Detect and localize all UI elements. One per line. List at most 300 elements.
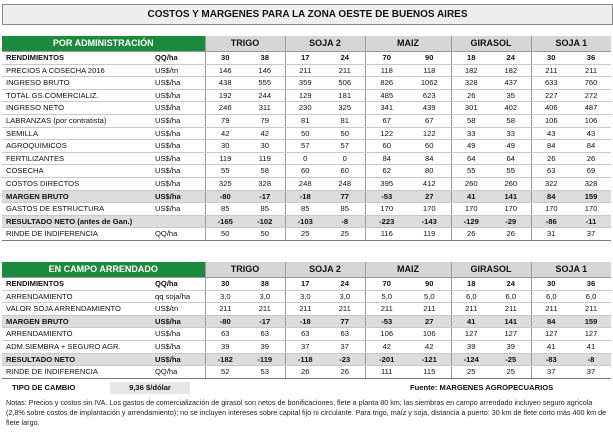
value-cell: 485 — [365, 89, 408, 102]
value-cell: 60 — [325, 165, 365, 178]
row-unit: US$/tn — [152, 64, 205, 77]
value-cell: 37 — [325, 340, 365, 353]
value-cell: 248 — [325, 177, 365, 190]
value-cell: 41 — [451, 190, 491, 203]
crop-header: MAIZ — [365, 36, 451, 52]
section-title: EN CAMPO ARRENDADO — [2, 262, 205, 278]
value-cell: 211 — [325, 64, 365, 77]
row-unit: US$/ha — [152, 114, 205, 127]
campo-table — [2, 262, 611, 379]
value-cell: 17 — [285, 278, 325, 291]
value-cell: 328 — [245, 177, 285, 190]
value-cell: 211 — [365, 303, 408, 316]
row-unit: US$/ha — [152, 89, 205, 102]
value-cell: 127 — [571, 328, 611, 341]
value-cell: 3,0 — [325, 290, 365, 303]
value-cell: 25 — [285, 228, 325, 241]
value-cell: 311 — [245, 102, 285, 115]
value-cell: 30 — [205, 52, 245, 65]
value-cell: 39 — [451, 340, 491, 353]
value-cell: 159 — [571, 190, 611, 203]
value-cell: 5,0 — [408, 290, 451, 303]
value-cell: 79 — [205, 114, 245, 127]
value-cell: 6,0 — [491, 290, 531, 303]
table-row — [2, 340, 611, 353]
value-cell: -53 — [365, 190, 408, 203]
value-cell: 0 — [325, 152, 365, 165]
table-row — [2, 228, 611, 241]
value-cell: 227 — [531, 89, 571, 102]
value-cell: 328 — [451, 77, 491, 90]
value-cell: 24 — [325, 52, 365, 65]
value-cell: 129 — [285, 89, 325, 102]
row-label: ARRENDAMIENTO — [2, 290, 152, 303]
value-cell: 6,0 — [451, 290, 491, 303]
value-cell: 30 — [205, 140, 245, 153]
value-cell: 52 — [205, 366, 245, 379]
row-unit: QQ/ha — [152, 228, 205, 241]
value-cell: -17 — [245, 315, 285, 328]
value-cell: 141 — [491, 315, 531, 328]
value-cell: 50 — [285, 127, 325, 140]
value-cell: 84 — [531, 140, 571, 153]
row-unit: US$/ha — [152, 140, 205, 153]
row-unit: US$/ha — [152, 190, 205, 203]
value-cell: 42 — [245, 127, 285, 140]
value-cell: 41 — [571, 340, 611, 353]
value-cell: 43 — [531, 127, 571, 140]
value-cell: -83 — [531, 353, 571, 366]
crop-header: SOJA 2 — [285, 262, 365, 278]
value-cell: 50 — [325, 127, 365, 140]
value-cell: 26 — [325, 366, 365, 379]
value-cell: 159 — [571, 315, 611, 328]
value-cell: 325 — [205, 177, 245, 190]
value-cell: -182 — [205, 353, 245, 366]
row-label: TOTAL GS.COMERCIALIZ. — [2, 89, 152, 102]
value-cell: 60 — [408, 140, 451, 153]
value-cell: 26 — [571, 152, 611, 165]
value-cell: 33 — [491, 127, 531, 140]
value-cell: -119 — [245, 353, 285, 366]
value-cell: -8 — [325, 215, 365, 228]
table-row — [2, 64, 611, 77]
value-cell: 85 — [205, 203, 245, 216]
source-label: Fuente: MARGENES AGROPECUARIOS — [410, 383, 554, 392]
section-title: POR ADMINISTRACIÓN — [2, 36, 205, 52]
table-row — [2, 77, 611, 90]
table-row — [2, 89, 611, 102]
value-cell: 106 — [571, 114, 611, 127]
value-cell: 84 — [408, 152, 451, 165]
value-cell: 127 — [491, 328, 531, 341]
exchange-rate-label: TIPO DE CAMBIO — [12, 383, 76, 392]
value-cell: 182 — [451, 64, 491, 77]
row-unit: US$/ha — [152, 328, 205, 341]
value-cell: 211 — [285, 303, 325, 316]
value-cell: 30 — [531, 278, 571, 291]
value-cell: 248 — [285, 177, 325, 190]
value-cell: -80 — [205, 315, 245, 328]
row-label: VALOR SOJA ARRENDAMIENTO — [2, 303, 152, 316]
table-row — [2, 177, 611, 190]
value-cell: 6,0 — [531, 290, 571, 303]
value-cell: 25 — [491, 366, 531, 379]
value-cell: 301 — [451, 102, 491, 115]
value-cell: 60 — [285, 165, 325, 178]
value-cell: -25 — [491, 353, 531, 366]
value-cell: 57 — [325, 140, 365, 153]
value-cell: 341 — [365, 102, 408, 115]
table-row — [2, 290, 611, 303]
value-cell: 30 — [531, 52, 571, 65]
value-cell: -121 — [408, 353, 451, 366]
value-cell: 211 — [285, 64, 325, 77]
admin-header-row — [2, 36, 611, 52]
value-cell: 64 — [451, 152, 491, 165]
value-cell: -29 — [491, 215, 531, 228]
value-cell: 26 — [451, 228, 491, 241]
value-cell: 118 — [408, 64, 451, 77]
value-cell: 60 — [365, 140, 408, 153]
value-cell: 37 — [571, 228, 611, 241]
table-row — [2, 278, 611, 291]
row-label: AGROQUIMICOS — [2, 140, 152, 153]
row-label: GASTOS DE ESTRUCTURA — [2, 203, 152, 216]
table-row — [2, 203, 611, 216]
row-label: RESULTADO NETO — [2, 353, 152, 366]
value-cell: 77 — [325, 315, 365, 328]
value-cell: 272 — [571, 89, 611, 102]
value-cell: 555 — [245, 77, 285, 90]
value-cell: 55 — [491, 165, 531, 178]
value-cell: 211 — [408, 303, 451, 316]
row-unit: US$/ha — [152, 177, 205, 190]
table-row — [2, 127, 611, 140]
row-label: INGRESO BRUTO — [2, 77, 152, 90]
value-cell: 26 — [451, 89, 491, 102]
value-cell: 3,0 — [285, 290, 325, 303]
value-cell: 85 — [325, 203, 365, 216]
value-cell: 79 — [245, 114, 285, 127]
value-cell: 106 — [365, 328, 408, 341]
row-unit: US$/ha — [152, 165, 205, 178]
value-cell: 211 — [245, 303, 285, 316]
value-cell: 49 — [451, 140, 491, 153]
crop-header: SOJA 1 — [531, 262, 611, 278]
value-cell: 211 — [205, 303, 245, 316]
row-label: RENDIMIENTOS — [2, 52, 152, 65]
value-cell: 53 — [245, 366, 285, 379]
row-label: COSTOS DIRECTOS — [2, 177, 152, 190]
value-cell: 55 — [451, 165, 491, 178]
value-cell: -53 — [365, 315, 408, 328]
table-row — [2, 102, 611, 115]
value-cell: 623 — [408, 89, 451, 102]
value-cell: 322 — [531, 177, 571, 190]
value-cell: -18 — [285, 315, 325, 328]
value-cell: 55 — [205, 165, 245, 178]
value-cell: 118 — [365, 64, 408, 77]
value-cell: 77 — [325, 190, 365, 203]
table-row — [2, 303, 611, 316]
value-cell: 30 — [245, 140, 285, 153]
value-cell: 170 — [491, 203, 531, 216]
value-cell: -124 — [451, 353, 491, 366]
value-cell: -201 — [365, 353, 408, 366]
value-cell: 67 — [408, 114, 451, 127]
value-cell: -165 — [205, 215, 245, 228]
value-cell: 38 — [245, 278, 285, 291]
value-cell: -11 — [571, 215, 611, 228]
table-row — [2, 190, 611, 203]
value-cell: -118 — [285, 353, 325, 366]
page-title: COSTOS Y MARGENES PARA LA ZONA OESTE DE BUENOS AIRES — [2, 4, 613, 25]
value-cell: 412 — [408, 177, 451, 190]
value-cell: 24 — [491, 52, 531, 65]
value-cell: 69 — [571, 165, 611, 178]
value-cell: 70 — [365, 52, 408, 65]
crop-header: SOJA 1 — [531, 36, 611, 52]
value-cell: -23 — [325, 353, 365, 366]
value-cell: -80 — [205, 190, 245, 203]
row-unit: US$/ha — [152, 353, 205, 366]
table-row — [2, 353, 611, 366]
table-row — [2, 366, 611, 379]
value-cell: 170 — [531, 203, 571, 216]
value-cell: 24 — [325, 278, 365, 291]
value-cell: 170 — [408, 203, 451, 216]
row-label: ADM.SIEMBRA + SEGURO AGR. — [2, 340, 152, 353]
row-unit: US$/ha — [152, 315, 205, 328]
value-cell: -17 — [245, 190, 285, 203]
value-cell: 26 — [285, 366, 325, 379]
crop-header: SOJA 2 — [285, 36, 365, 52]
value-cell: 58 — [491, 114, 531, 127]
exchange-rate-value: 9,36 $/dólar — [110, 382, 190, 394]
value-cell: 122 — [365, 127, 408, 140]
row-label: COSECHA — [2, 165, 152, 178]
value-cell: 260 — [451, 177, 491, 190]
crop-header: TRIGO — [205, 262, 285, 278]
value-cell: 437 — [491, 77, 531, 90]
row-unit: US$/ha — [152, 340, 205, 353]
row-label: FERTILIZANTES — [2, 152, 152, 165]
value-cell: 119 — [408, 228, 451, 241]
value-cell: 211 — [325, 303, 365, 316]
value-cell: 211 — [491, 303, 531, 316]
value-cell: 170 — [571, 203, 611, 216]
row-unit: US$/ha — [152, 203, 205, 216]
value-cell: 50 — [245, 228, 285, 241]
value-cell: 760 — [571, 77, 611, 90]
value-cell: 141 — [491, 190, 531, 203]
row-unit: QQ/ha — [152, 52, 205, 65]
value-cell: 63 — [245, 328, 285, 341]
value-cell: 42 — [365, 340, 408, 353]
value-cell: 5,0 — [365, 290, 408, 303]
value-cell: 18 — [451, 52, 491, 65]
value-cell: 406 — [531, 102, 571, 115]
value-cell: 192 — [205, 89, 245, 102]
value-cell: 6,0 — [571, 290, 611, 303]
value-cell: 119 — [205, 152, 245, 165]
table-row — [2, 140, 611, 153]
value-cell: 41 — [531, 340, 571, 353]
value-cell: 27 — [408, 190, 451, 203]
value-cell: 49 — [491, 140, 531, 153]
value-cell: 359 — [285, 77, 325, 90]
value-cell: 182 — [491, 64, 531, 77]
row-unit: QQ/ha — [152, 366, 205, 379]
value-cell: 90 — [408, 52, 451, 65]
row-label: RENDIMIENTOS — [2, 278, 152, 291]
value-cell: 63 — [285, 328, 325, 341]
table-row — [2, 114, 611, 127]
value-cell: 111 — [365, 366, 408, 379]
value-cell: 38 — [245, 52, 285, 65]
value-cell: 36 — [571, 278, 611, 291]
value-cell: 57 — [285, 140, 325, 153]
value-cell: 487 — [571, 102, 611, 115]
row-unit — [152, 215, 205, 228]
crop-header: TRIGO — [205, 36, 285, 52]
value-cell: 328 — [571, 177, 611, 190]
value-cell: 81 — [325, 114, 365, 127]
value-cell: 58 — [245, 165, 285, 178]
notes: Notas: Precios y costos sin IVA. Los gastos de comercialización de girasol son netos de bonificaciones, flete a planta 80 km; las siembras en campo arrendado incluyen seguro agrícola (2,8% sobre costos de implantación y arrendamiento); no se incluyen intereses sobre capital fijo ni circulante. Para trigo, maíz y soja, distancia a puerto: 30 km de flete corto más 400 km de flete largo. — [6, 398, 607, 427]
value-cell: 170 — [451, 203, 491, 216]
table-row — [2, 328, 611, 341]
table-row — [2, 315, 611, 328]
value-cell: 58 — [451, 114, 491, 127]
row-unit: QQ/ha — [152, 278, 205, 291]
value-cell: 18 — [451, 278, 491, 291]
value-cell: 230 — [285, 102, 325, 115]
value-cell: 90 — [408, 278, 451, 291]
value-cell: 85 — [245, 203, 285, 216]
value-cell: 84 — [365, 152, 408, 165]
row-unit: US$/ha — [152, 152, 205, 165]
value-cell: 63 — [325, 328, 365, 341]
value-cell: 127 — [451, 328, 491, 341]
value-cell: 27 — [408, 315, 451, 328]
row-label: MARGEN BRUTO — [2, 190, 152, 203]
value-cell: 37 — [285, 340, 325, 353]
row-label: PRECIOS A COSECHA 2016 — [2, 64, 152, 77]
value-cell: 39 — [245, 340, 285, 353]
value-cell: -103 — [285, 215, 325, 228]
value-cell: 260 — [491, 177, 531, 190]
row-label: LABRANZAS (por contratista) — [2, 114, 152, 127]
value-cell: 3,0 — [205, 290, 245, 303]
value-cell: 42 — [408, 340, 451, 353]
value-cell: 106 — [531, 114, 571, 127]
value-cell: 506 — [325, 77, 365, 90]
row-label: ARRENDAMIENTO — [2, 328, 152, 341]
value-cell: 63 — [531, 165, 571, 178]
value-cell: 41 — [451, 315, 491, 328]
value-cell: 37 — [531, 366, 571, 379]
admin-table — [2, 36, 611, 241]
value-cell: 62 — [365, 165, 408, 178]
value-cell: 3,0 — [245, 290, 285, 303]
row-label: RINDE DE INDIFERENCIA — [2, 228, 152, 241]
crop-header: GIRASOL — [451, 36, 531, 52]
value-cell: 244 — [245, 89, 285, 102]
value-cell: 30 — [205, 278, 245, 291]
row-unit: US$/tn — [152, 303, 205, 316]
value-cell: 325 — [325, 102, 365, 115]
value-cell: 246 — [205, 102, 245, 115]
value-cell: 826 — [365, 77, 408, 90]
value-cell: 35 — [491, 89, 531, 102]
value-cell: 115 — [408, 366, 451, 379]
value-cell: 0 — [285, 152, 325, 165]
value-cell: -86 — [531, 215, 571, 228]
crop-header: MAIZ — [365, 262, 451, 278]
campo-header-row — [2, 262, 611, 278]
value-cell: 37 — [571, 366, 611, 379]
row-label: RINDE DE INDIFERENCIA — [2, 366, 152, 379]
row-label: RESULTADO NETO (antes de Gan.) — [2, 215, 152, 228]
value-cell: 67 — [365, 114, 408, 127]
value-cell: 24 — [491, 278, 531, 291]
value-cell: 633 — [531, 77, 571, 90]
value-cell: 211 — [571, 64, 611, 77]
value-cell: 84 — [531, 315, 571, 328]
table-row — [2, 52, 611, 65]
exchange-rate — [2, 382, 190, 394]
value-cell: 211 — [451, 303, 491, 316]
value-cell: 17 — [285, 52, 325, 65]
value-cell: -223 — [365, 215, 408, 228]
value-cell: -102 — [245, 215, 285, 228]
row-label: SEMILLA — [2, 127, 152, 140]
value-cell: 85 — [285, 203, 325, 216]
row-unit: US$/ha — [152, 127, 205, 140]
table-row — [2, 165, 611, 178]
value-cell: 43 — [571, 127, 611, 140]
value-cell: 211 — [531, 303, 571, 316]
value-cell: 84 — [531, 190, 571, 203]
value-cell: 84 — [571, 140, 611, 153]
value-cell: 33 — [451, 127, 491, 140]
value-cell: 181 — [325, 89, 365, 102]
value-cell: 127 — [531, 328, 571, 341]
row-unit: US$/ha — [152, 102, 205, 115]
value-cell: 395 — [365, 177, 408, 190]
value-cell: 438 — [205, 77, 245, 90]
value-cell: 39 — [491, 340, 531, 353]
value-cell: -8 — [571, 353, 611, 366]
value-cell: 31 — [531, 228, 571, 241]
value-cell: 70 — [365, 278, 408, 291]
value-cell: -129 — [451, 215, 491, 228]
value-cell: 116 — [365, 228, 408, 241]
value-cell: 170 — [365, 203, 408, 216]
table-row — [2, 215, 611, 228]
row-unit: qq soja/ha — [152, 290, 205, 303]
row-label: MARGEN BRUTO — [2, 315, 152, 328]
table-row — [2, 152, 611, 165]
value-cell: 402 — [491, 102, 531, 115]
row-label: INGRESO NETO — [2, 102, 152, 115]
value-cell: 122 — [408, 127, 451, 140]
value-cell: 50 — [205, 228, 245, 241]
value-cell: 146 — [245, 64, 285, 77]
value-cell: 80 — [408, 165, 451, 178]
